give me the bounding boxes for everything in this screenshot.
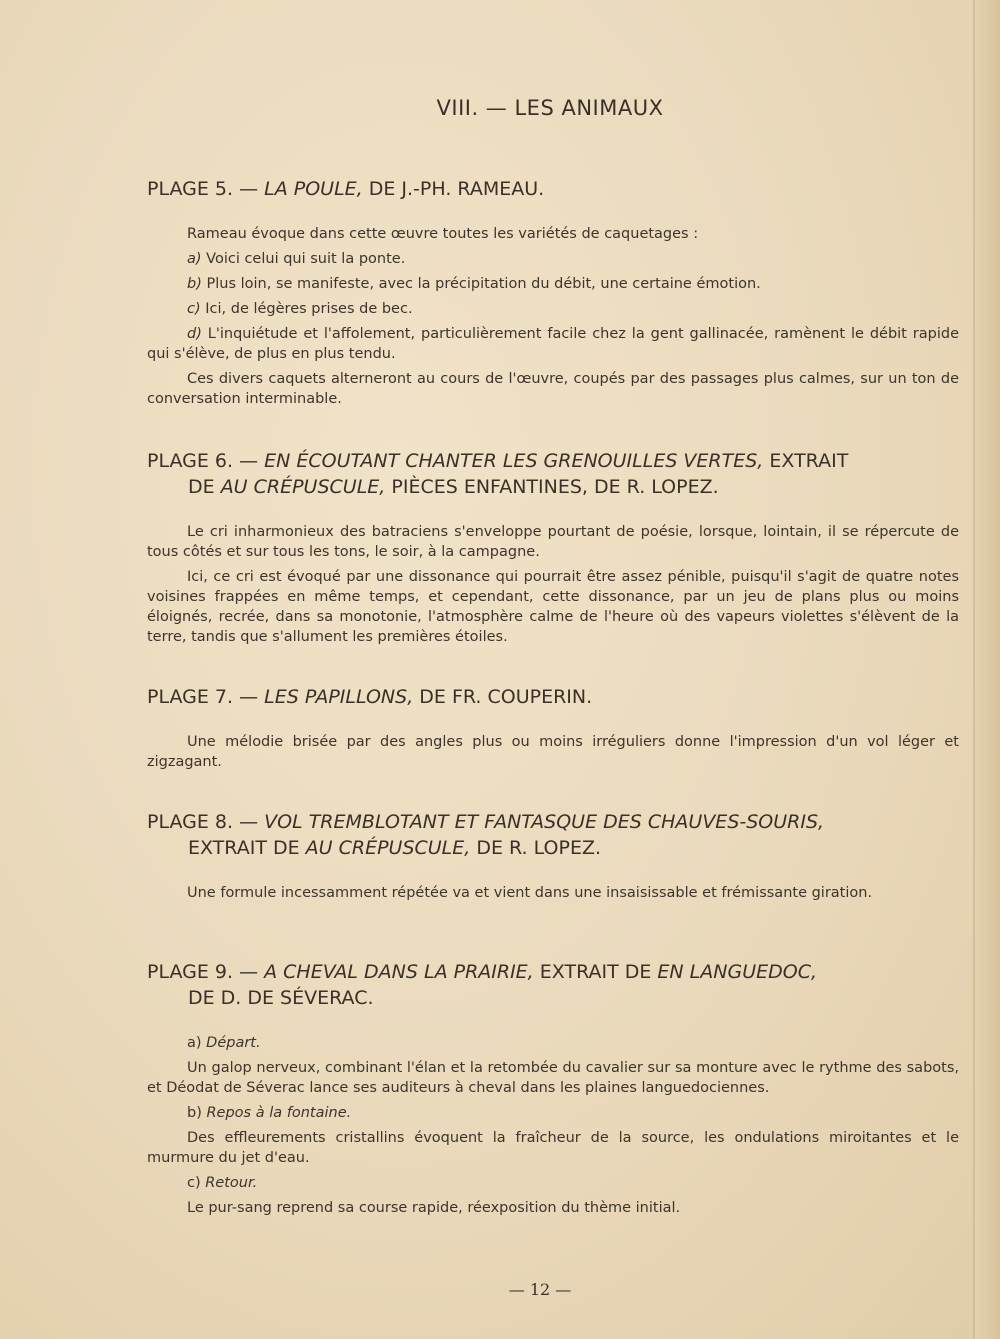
plage-8-title-line2-suffix: DE R. LOPEZ. (470, 837, 602, 859)
plage-9-item-b-text: Des effleurements cristallins évoquent la fraîcheur de la source, les ondulations miroitantes et le murmure du jet d'eau. (147, 1130, 959, 1166)
plage-5-body (147, 224, 959, 409)
plage-6-body (147, 522, 959, 647)
plage-6-para-2: Ici, ce cri est évoqué par une dissonance qui pourrait être assez pénible, puisqu'il s'agit de quatre notes voisines frappées en même temps, et cependant, cette dissonance, par un jeu de plans plus ou moins éloignés, recrée, dans sa monotonie, l'atmosphère calme de l'heure où des vapeurs violettes s'élèvent de la terre, tandis que s'allument les premières étoiles. (147, 569, 959, 645)
plage-5-title (147, 176, 959, 202)
plage-5-title-prefix: PLAGE 5. — (147, 178, 265, 200)
plage-8-title-line2 (147, 835, 959, 861)
plage-9-title-work: A CHEVAL DANS LA PRAIRIE, (264, 961, 534, 983)
plage-5-item-a (147, 249, 959, 269)
plage-6-title-line2-suffix: PIÈCES ENFANTINES, DE R. LOPEZ. (385, 476, 719, 498)
plage-6-title-suffix: EXTRAIT (763, 450, 849, 472)
plage-5-item-a-label: a) (187, 251, 202, 267)
plage-8-para-1: Une formule incessamment répétée va et vient dans une insaisissable et frémissante giration. (187, 885, 873, 901)
plage-6-title-prefix: PLAGE 6. — (147, 450, 265, 472)
plage-5-item-a-text: Voici celui qui suit la ponte. (201, 251, 406, 267)
plage-5-item-d-text: L'inquiétude et l'affolement, particulièrement facile chez la gent gallinacée, ramènent le débit rapide qui s'élève, de plus en plus tendu. (147, 326, 959, 362)
plage-9-body (147, 1033, 959, 1218)
plage-7-title-suffix: DE FR. COUPERIN. (413, 686, 593, 708)
plage-5-item-b-label: b) (187, 276, 202, 292)
plage-9-item-b-heading (147, 1103, 959, 1123)
plage-9-item-a-text: Un galop nerveux, combinant l'élan et la retombée du cavalier sur sa monture avec le rythme des sabots, et Déodat de Séverac lance ses auditeurs à cheval dans les plaines languedociennes. (147, 1060, 959, 1096)
plage-9-item-c-heading (147, 1173, 959, 1193)
plage-6 (147, 448, 959, 652)
plage-5-item-b (147, 274, 959, 294)
plage-9-item-a-title: Départ. (206, 1035, 261, 1051)
plage-9-item-c-text: Le pur-sang reprend sa course rapide, réexposition du thème initial. (187, 1200, 681, 1216)
plage-9-item-a-heading (147, 1033, 959, 1053)
plage-8-title-line2-work: AU CRÉPUSCULE, (305, 837, 471, 859)
plage-8-body (147, 883, 959, 903)
plage-5-item-d-label: d) (187, 326, 202, 342)
plage-5-item-b-text: Plus loin, se manifeste, avec la précipitation du débit, une certaine émotion. (201, 276, 761, 292)
plage-9-title (147, 959, 959, 1011)
plage-9 (147, 959, 959, 1223)
plage-5-item-c (147, 299, 959, 319)
plage-6-para-1: Le cri inharmonieux des batraciens s'enveloppe pourtant de poésie, lorsque, lointain, il se répercute de tous côtés et sur tous les tons, le soir, à la campagne. (147, 524, 959, 560)
plage-5-title-work: LA POULE, (264, 178, 363, 200)
plage-5-item-d (147, 324, 959, 364)
plage-5-closing: Ces divers caquets alterneront au cours de l'œuvre, coupés par des passages plus calmes, sur un ton de conversation interminable. (147, 371, 959, 407)
plage-9-title-work-2: EN LANGUEDOC, (657, 961, 818, 983)
plage-6-title (147, 448, 959, 500)
plage-9-item-a-label: a) (187, 1035, 207, 1051)
plage-6-title-line2 (147, 474, 959, 500)
plage-9-title-prefix: PLAGE 9. — (147, 961, 265, 983)
plage-5 (147, 176, 959, 414)
plage-8-title-prefix: PLAGE 8. — (147, 811, 265, 833)
plage-5-intro: Rameau évoque dans cette œuvre toutes les variétés de caquetages : (187, 226, 699, 242)
plage-6-title-work: EN ÉCOUTANT CHANTER LES GRENOUILLES VERTES, (264, 450, 764, 472)
plage-7-para-1: Une mélodie brisée par des angles plus ou moins irréguliers donne l'impression d'un vol léger et zigzagant. (147, 734, 959, 770)
plage-6-title-line2-work: AU CRÉPUSCULE, (220, 476, 386, 498)
page-edge-shadow (974, 0, 1000, 1339)
plage-7-title-work: LES PAPILLONS, (264, 686, 414, 708)
plage-5-item-c-text: Ici, de légères prises de bec. (200, 301, 413, 317)
plage-8 (147, 809, 959, 908)
page-number: — 12 — (508, 1280, 572, 1299)
section-heading: VIII. — LES ANIMAUX (436, 96, 664, 120)
plage-7-title (147, 684, 959, 710)
plage-8-title-line2-prefix: EXTRAIT DE (188, 837, 306, 859)
plage-5-item-c-label: c) (187, 301, 201, 317)
plage-9-title-mid: EXTRAIT DE (533, 961, 658, 983)
plage-9-item-b-label: b) (187, 1105, 207, 1121)
page-fold-line (973, 0, 975, 1339)
plage-6-title-line2-prefix: DE (188, 476, 221, 498)
plage-5-title-suffix: DE J.-PH. RAMEAU. (362, 178, 545, 200)
plage-8-title-work: VOL TREMBLOTANT ET FANTASQUE DES CHAUVES-SOURIS, (264, 811, 825, 833)
plage-7-body (147, 732, 959, 772)
plage-9-item-b-title: Repos à la fontaine. (206, 1105, 352, 1121)
plage-9-item-c-label: c) (187, 1175, 206, 1191)
plage-8-title (147, 809, 959, 861)
plage-9-item-c-title: Retour. (205, 1175, 258, 1191)
plage-9-title-line2: DE D. DE SÉVERAC. (188, 987, 374, 1009)
plage-7 (147, 684, 959, 777)
plage-7-title-prefix: PLAGE 7. — (147, 686, 265, 708)
